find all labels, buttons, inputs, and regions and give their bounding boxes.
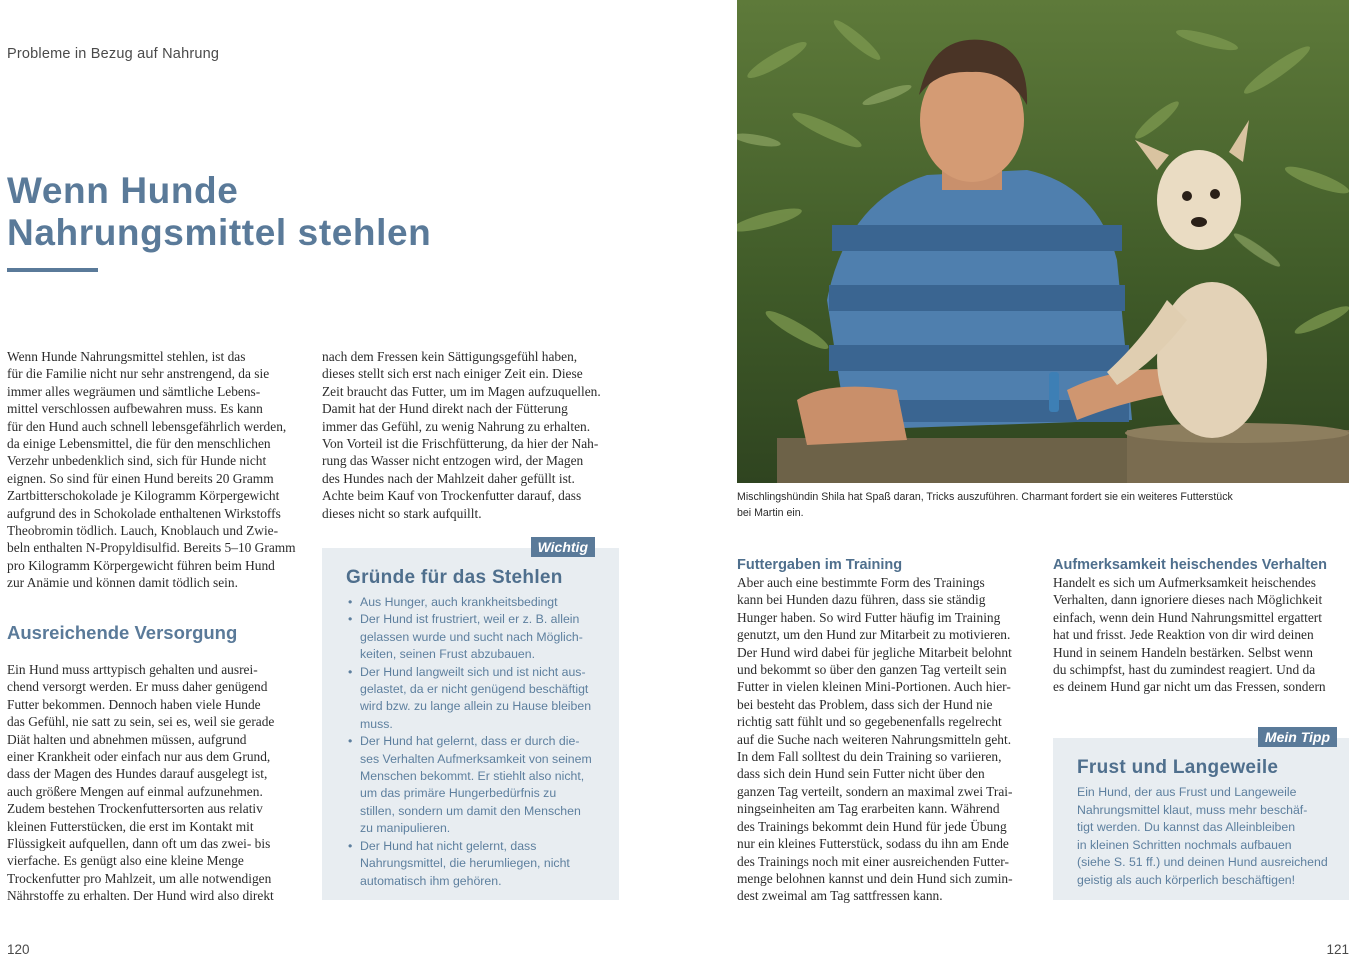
- page-number-left: 120: [7, 942, 30, 957]
- tip-tag: Mein Tipp: [1258, 727, 1337, 747]
- important-box: [322, 539, 619, 900]
- man-and-dog-photo: [737, 0, 1349, 483]
- photo-illustration: [737, 0, 1349, 483]
- attention-paragraph: Handelt es sich um Aufmerksamkeit heischendes Verhalten, dann ignoriere dieses nach Möglichkeit einfach, wenn dein Hund Nahrungsmittel ergattert hat und frisst. Jede Reaktion von dir wird deinen Hund in seinem Handeln bestärken. Selbst wenn du schimpfst, hast du zumindest reagiert. Und da es deinem Hund gar nicht um das Fressen, sondern: [1053, 575, 1326, 695]
- list-item: • Der Hund langweilt sich und ist nicht aus- gelastet, da er nicht genügend beschäftigt wird bzw. zu lange allein zu Hause bleiben muss.: [346, 664, 614, 734]
- running-head: Probleme in Bezug auf Nahrung: [7, 46, 220, 62]
- page-number-right: 121: [1326, 942, 1349, 957]
- list-item: • Der Hund hat gelernt, dass er durch die- ses Verhalten Aufmerksamkeit von seinem Menschen bekommt. Er stiehlt also nicht, um das primäre Hungerbedürfnis zu stillen, sondern um damit den Menschen zu manipulieren.: [346, 733, 614, 837]
- section-paragraph: Ein Hund muss arttypisch gehalten und ausrei- chend versorgt werden. Er muss daher genügend Futter bekommen. Dennoch haben viele Hunde das Gefühl, nie satt zu sein, sei es, weil sie gerade Diät halten und abnehmen müssen, aufgrund einer Krankheit oder einfach nur aus dem Grund, dass der Magen des Hundes darauf ausgelegt ist, auch größere Mengen auf einmal aufzunehmen. Zudem bestehen Trockenfuttersorten aus relativ kleinen Futterstücken, die erst im Kontakt mit Flüssigkeit aufquellen, dann oft um das zwei- bis vierfache. Es genügt also eine kleine Menge Trockenfutter pro Mahlzeit, um alle notwendigen Nährstoffe zu erhalten. Der Hund wird also direkt: [7, 662, 275, 904]
- training-paragraph: Aber auch eine bestimmte Form des Trainings kann bei Hunden dazu führen, dass sie ständig Hunger haben. So wird Futter häufig im Training genutzt, um den Hund zur Mitarbeit zu motivieren. Der Hund wird dabei für jegliche Mitarbeit belohnt und bekommt so über den ganzen Tag verteilt sein Futter in vielen kleinen Mini-Portionen. Auch hier- bei besteht das Problem, dass sich der Hund nie richtig satt fühlt und so gegebenenfalls regelrecht auf die Suche nach weiteren Nahrungsmitteln geht. In dem Fall solltest du dein Training so variieren, dass sich dein Hund sein Futter nicht über den ganzen Tag verteilt, sondern an maximal zwei Trai- ningseinheiten am Tag erarbeiten kann. Während des Trainings bekommt dein Hund für jede Übung nur ein kleines Futterstück, sodass du ihn am Ende des Trainings noch mit einer ausreichenden Futter- menge belohnen kannst und dein Hund sich zumin- dest zweimal am Tag sattfressen kann.: [737, 575, 1013, 904]
- intro-paragraph: Wenn Hunde Nahrungsmittel stehlen, ist das für die Familie nicht nur sehr anstrengend, da sie immer alles wegräumen und sämtliche Lebens- mittel verschlossen aufbewahren muss. Es kann für den Hund auch schnell lebensgefährlich werden, da einige Lebensmittel, die für den menschlichen Verzehr unbedenklich sind, sich für Hunde nicht eignen. So sind für einen Hund bereits 20 Gramm Zartbitterschokolade je Kilogramm Körpergewicht aufgrund des in Schokolade enthaltenen Wirkstoffs Theobromin tödlich. Lauch, Knoblauch und Zwie- beln enthalten N-Propyldisulfid. Bereits 5–10 Gramm pro Kilogramm Körpergewicht führen beim Hund zur Anämie und können damit tödlich sein.: [7, 349, 296, 591]
- important-tag: Wichtig: [531, 537, 595, 557]
- reasons-list: [346, 594, 614, 890]
- training-heading: Futtergaben im Training: [737, 557, 903, 573]
- tip-box: [1053, 729, 1349, 900]
- tip-box-title: Frust und Langeweile: [1077, 757, 1279, 778]
- important-box-title: Gründe für das Stehlen: [346, 567, 563, 588]
- title-underline: [7, 268, 98, 272]
- page-title-line-2: Nahrungsmittel stehlen: [7, 212, 432, 253]
- column-2-paragraph: nach dem Fressen kein Sättigungsgefühl haben, dieses stellt sich erst nach einiger Zeit ein. Diese Zeit braucht das Futter, um im Magen aufzuquellen. Damit hat der Hund direkt nach der Fütterung immer das Gefühl, zu wenig Nahrung zu erhalten. Von Vorteil ist die Frischfütterung, da hier der Nah- rung das Wasser nicht entzogen wird, der Magen des Hundes nach der Mahlzeit daher gefüllt ist. Achte beim Kauf von Trockenfutter darauf, dass dieses nicht so stark aufquillt.: [322, 349, 601, 521]
- page-title: [7, 170, 431, 254]
- list-item: • Aus Hunger, auch krankheitsbedingt: [346, 594, 614, 611]
- attention-heading: Aufmerksamkeit heischendes Verhalten: [1053, 557, 1328, 573]
- section-heading: Ausreichende Versorgung: [7, 622, 238, 643]
- photo-caption: Mischlingshündin Shila hat Spaß daran, Tricks auszuführen. Charmant fordert sie ein weiteres Futterstück bei Martin ein.: [737, 491, 1233, 519]
- page-title-line-1: Wenn Hunde: [7, 170, 239, 211]
- tip-box-text: Ein Hund, der aus Frust und Langeweile Nahrungsmittel klaut, muss mehr beschäf- tigt werden. Du kannst das Alleinbleiben in kleinen Schritten nochmals aufbauen (siehe S. 51 ff.) und deinen Hund ausreichend geistig als auch körperlich beschäftigen!: [1077, 785, 1328, 887]
- list-item: • Der Hund ist frustriert, weil er z. B. allein gelassen wurde und sucht nach Möglich- keiten, seinen Frust abzubauen.: [346, 611, 614, 663]
- list-item: • Der Hund hat nicht gelernt, dass Nahrungsmittel, die herumliegen, nicht automatisch ihm gehören.: [346, 838, 614, 890]
